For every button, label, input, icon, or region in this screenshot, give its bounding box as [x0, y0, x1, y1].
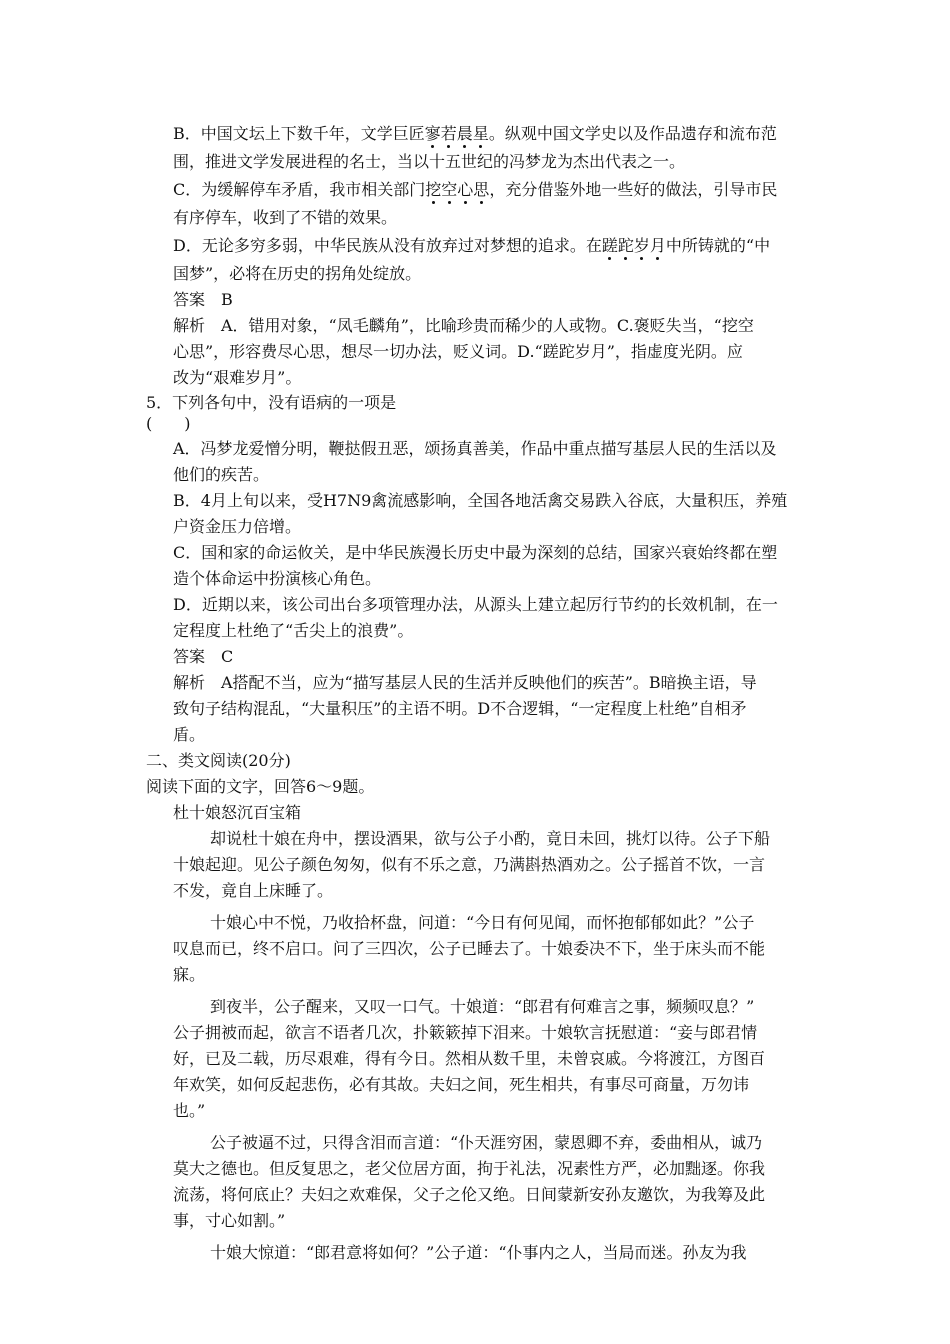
q5-option-c-line2: 造个体命运中扮演核心角色。: [173, 569, 382, 588]
dotted-phrase: [425, 180, 489, 199]
passage-p3-line1: 到夜半，公子醒来，又叹一口气。十娘道：“郎君有何难言之事，频频叹息？”: [210, 997, 755, 1016]
dotted-character: 月: [649, 236, 666, 255]
dotted-character: 若: [440, 124, 457, 143]
passage-p4-line3: 流荡，将何底止？夫妇之欢难保，父子之伦又绝。日间蒙新安孙友邀饮，为我筹及此: [173, 1185, 766, 1204]
q5-option-b-line1: B．4月上旬以来，受H7N9禽流感影响，全国各地活禽交易跌入谷底，大量积压，养殖: [173, 491, 788, 510]
passage-p4-line2: 莫大之德也。但反复思之，老父位居方面，拘于礼法，况素性方严，必加黜逐。你我: [173, 1159, 766, 1178]
dotted-phrase-following-text: 。纵观中国文学史以及作品遗存和流布范: [488, 124, 777, 143]
dotted-character: 思: [473, 180, 490, 199]
dotted-character: 跎: [617, 236, 634, 255]
dotted-character: 晨: [456, 124, 473, 143]
passage-p2-line2: 叹息而已，终不启口。问了三四次，公子已睡去了。十娘委决不下，坐于床头而不能: [173, 939, 766, 958]
dotted-character: 岁: [633, 236, 650, 255]
passage-p4-line4: 事，寸心如割。”: [173, 1211, 286, 1230]
q4-analysis-line2: 心思”，形容费尽心思，想尽一切办法，贬义词。D.“蹉跎岁月”，指虚度光阴。应: [173, 342, 743, 361]
dotted-phrase-following-text: ，充分借鉴外地一些好的做法，引导市民: [489, 180, 778, 199]
dotted-phrase-following-text: 中所铸就的“中: [665, 236, 771, 255]
q5-option-b-line2: 户资金压力倍增。: [173, 517, 302, 536]
passage-p1-line3: 不发，竟自上床睡了。: [173, 881, 334, 900]
q4-option-c-line1: C．为缓解停车矛盾，我市相关部门挖空心思，充分借鉴外地一些好的做法，引导市民: [173, 180, 778, 199]
q4-analysis-line1: 解析 A．错用对象，“凤毛麟角”，比喻珍贵而稀少的人或物。C.褒贬失当，“挖空: [173, 316, 754, 335]
dotted-character: 挖: [425, 180, 442, 199]
passage-p3-line3: 好，已及二载，历尽艰难，得有今日。然相从数千里，未曾哀戚。今将渡江，方图百: [173, 1049, 766, 1068]
passage-p1-line1: 却说杜十娘在舟中，摆设酒果，欲与公子小酌，竟日未回，挑灯以待。公子下船: [210, 829, 771, 848]
q5-analysis-line2: 致句子结构混乱，“大量积压”的主语不明。D不合逻辑，“一定程度上杜绝”自相矛: [173, 699, 747, 718]
passage-p1-line2: 十娘起迎。见公子颜色匆匆，似有不乐之意，乃满斟热酒劝之。公子摇首不饮，一言: [173, 855, 766, 874]
dotted-character: 寥: [424, 124, 441, 143]
passage-p3-line2: 公子拥被而起，欲言不语者几次，扑簌簌掉下泪来。十娘软言抚慰道：“妾与郎君情: [173, 1023, 758, 1042]
q4-answer: 答案 B: [173, 290, 233, 309]
passage-p5-line1: 十娘大惊道：“郎君意将如何？”公子道：“仆事内之人，当局而迷。孙友为我: [210, 1243, 747, 1262]
q5-stem: 5．下列各句中，没有语病的一项是: [146, 393, 397, 412]
q5-option-c-line1: C．国和家的命运攸关，是中华民族漫长历史中最为深刻的总结，国家兴衰始终都在塑: [173, 543, 778, 562]
q4-option-b-line1: B．中国文坛上下数千年，文学巨匠寥若晨星。纵观中国文学史以及作品遗存和流布范: [173, 124, 777, 143]
passage-p3-line5: 也。”: [173, 1101, 206, 1120]
dotted-character: 空: [441, 180, 458, 199]
q5-analysis-line1: 解析 A搭配不当，应为“描写基层人民的生活并反映他们的疾苦”。B暗换主语，导: [173, 673, 757, 692]
dotted-phrase: [602, 236, 666, 255]
passage-p4-line1: 公子被逼不过，只得含泪而言道：“仆天涯穷困，蒙恩卿不弃，委曲相从，诚乃: [210, 1133, 763, 1152]
passage-p2-line1: 十娘心中不悦，乃收拾杯盘，问道：“今日有何见闻，而怀抱郁郁如此？”公子: [210, 913, 755, 932]
section-instruction: 阅读下面的文字，回答6～9题。: [146, 777, 375, 796]
q5-answer: 答案 C: [173, 647, 234, 666]
passage-p2-line3: 寐。: [173, 965, 206, 984]
dotted-phrase: [425, 124, 489, 143]
q5-option-d-line2: 定程度上杜绝了“舌尖上的浪费”。: [173, 621, 414, 640]
q4-option-b-line2: 围，推进文学发展进程的名士，当以十五世纪的冯梦龙为杰出代表之一。: [173, 152, 686, 171]
q4-option-c-line2: 有序停车，收到了不错的效果。: [173, 208, 398, 227]
q5-option-d-line1: D．近期以来，该公司出台多项管理办法，从源头上建立起厉行节约的长效机制，在一: [173, 595, 778, 614]
section-heading: 二、类文阅读(20分): [146, 751, 291, 770]
q5-answer-bracket: ( ): [146, 414, 191, 433]
passage-p3-line4: 年欢笑，如何反起悲伤，必有其故。夫妇之间，死生相共，有事尽可商量，万勿讳: [173, 1075, 750, 1094]
q5-analysis-line3: 盾。: [173, 725, 206, 744]
q4-analysis-line3: 改为“艰难岁月”。: [173, 368, 302, 387]
dotted-character: 蹉: [601, 236, 618, 255]
q4-option-d-line2: 国梦”，必将在历史的拐角处绽放。: [173, 264, 422, 283]
q5-option-a-line2: 他们的疾苦。: [173, 465, 270, 484]
dotted-character: 星: [472, 124, 489, 143]
passage-title: 杜十娘怒沉百宝箱: [173, 803, 302, 822]
q5-option-a-line1: A．冯梦龙爱憎分明，鞭挞假丑恶，颂扬真善美，作品中重点描写基层人民的生活以及: [173, 439, 777, 458]
q4-option-d-line1: D．无论多穷多弱，中华民族从没有放弃过对梦想的追求。在蹉跎岁月中所铸就的“中: [173, 236, 771, 255]
dotted-character: 心: [457, 180, 474, 199]
